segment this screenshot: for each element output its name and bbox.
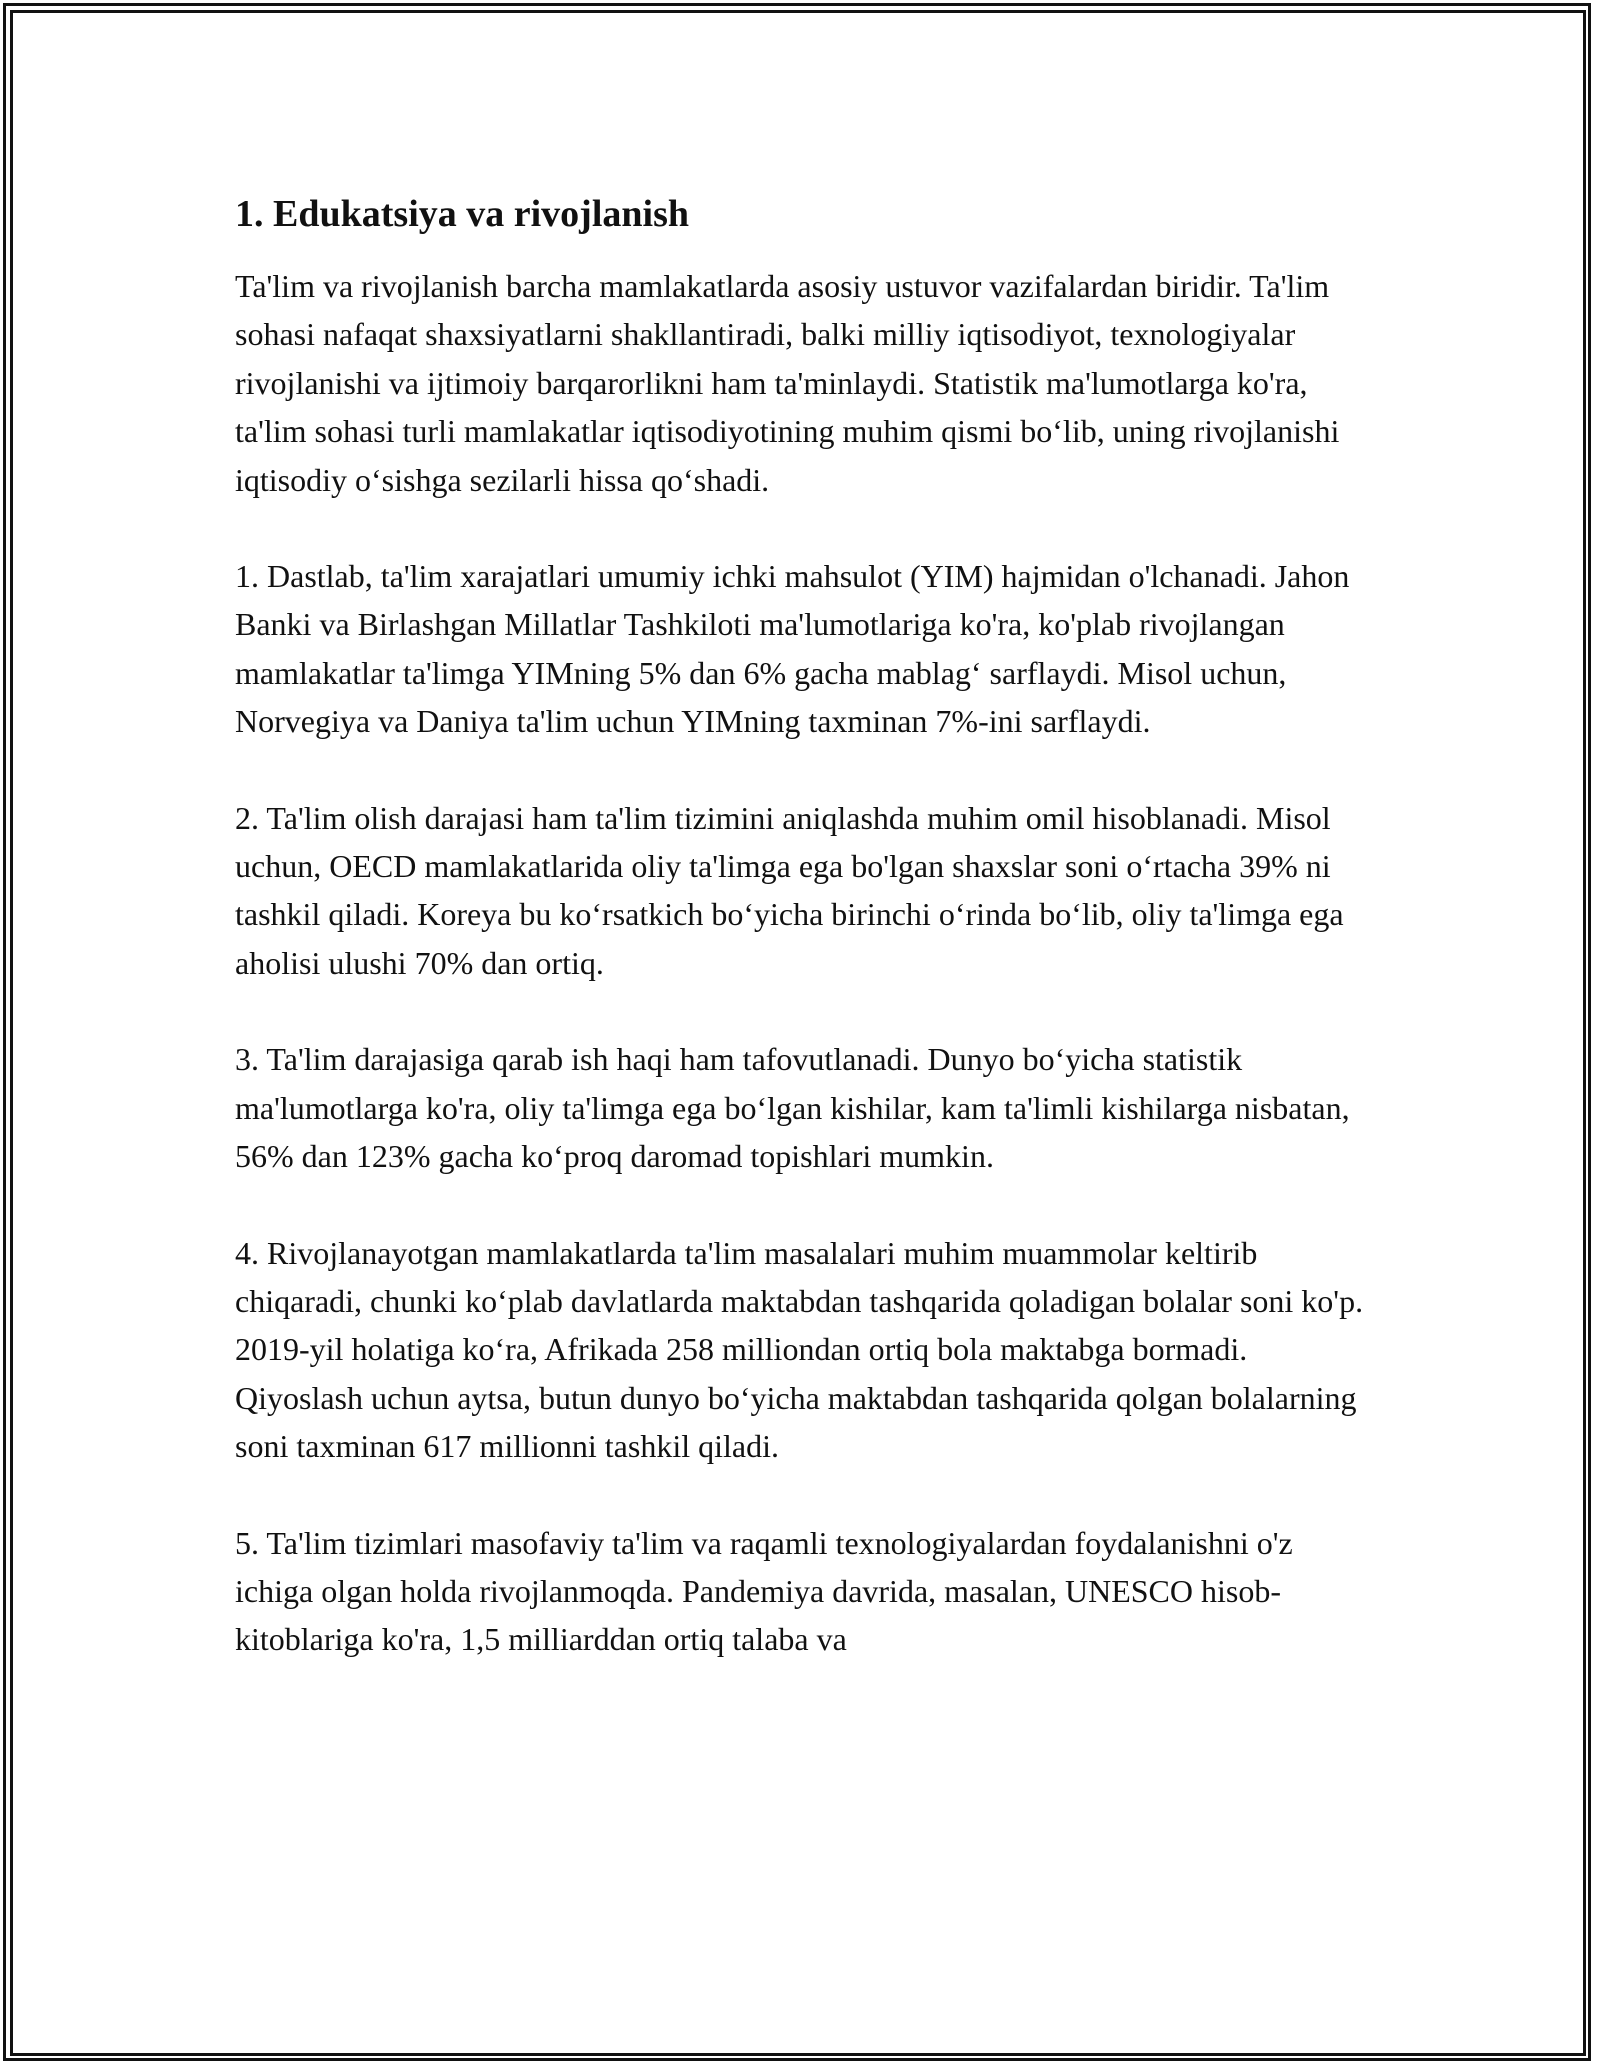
paragraph-5: 5. Ta'lim tizimlari masofaviy ta'lim va raqamli texnologiyalardan foydalanishni o'z ichiga olgan holda rivojlanmoqda. Pandemiya davrida, masalan, UNESCO hisob-kitoblariga ko'ra, 1,5 milliarddan ortiq talaba va [235,1524,1293,1658]
intro-paragraph: Ta'lim va rivojlanish barcha mamlakatlarda asosiy ustuvor vazifalardan biridir. Ta'lim sohasi nafaqat shaxsiyatlarni shakllantiradi, balki milliy iqtisodiyot, texnologiyalar rivojlanishi va ijtimoiy barqarorlikni ham ta'minlaydi. Statistik ma'lumotlarga ko'ra, ta'lim sohasi turli mamlakatlar iqtisodiyotining muhim qismi boʻlib, uning rivojlanishi iqtisodiy oʻsishga sezilarli hissa qoʻshadi. [235,268,1340,498]
paragraph-1: 1. Dastlab, ta'lim xarajatlari umumiy ichki mahsulot (YIM) hajmidan o'lchanadi. Jahon Banki va Birlashgan Millatlar Tashkiloti ma'lumotlariga ko'ra, ko'plab rivojlangan mamlakatlar ta'limga YIMning 5% dan 6% gacha mablagʻ sarflaydi. Misol uchun, Norvegiya va Daniya ta'lim uchun YIMning taxminan 7%-ini sarflaydi. [235,558,1350,740]
paragraph-4: 4. Rivojlanayotgan mamlakatlarda ta'lim masalalari muhim muammolar keltirib chiqaradi, chunki koʻplab davlatlarda maktabdan tashqarida qoladigan bolalar soni ko'p. 2019-yil holatiga koʻra, Afrikada 258 milliondan ortiq bola maktabga bormadi. Qiyoslash uchun aytsa, butun dunyo boʻyicha maktabdan tashqarida qolgan bolalarning soni taxminan 617 millionni tashkil qiladi. [235,1234,1364,1465]
paragraph-2: 2. Ta'lim olish darajasi ham ta'lim tizimini aniqlashda muhim omil hisoblanadi. Misol uchun, OECD mamlakatlarida oliy ta'limga ega bo'lgan shaxslar soni oʻrtacha 39% ni tashkil qiladi. Koreya bu koʻrsatkich boʻyicha birinchi oʻrinda boʻlib, oliy ta'limga ega aholisi ulushi 70% dan ortiq. [235,799,1344,981]
section-heading: 1. Edukatsiya va rivojlanish [235,193,689,235]
document-body [235,188,1370,1712]
paragraph-3: 3. Ta'lim darajasiga qarab ish haqi ham tafovutlanadi. Dunyo boʻyicha statistik ma'lumotlarga ko'ra, oliy ta'limga ega boʻlgan kishilar, kam ta'limli kishilarga nisbatan, 56% dan 123% gacha koʻproq daromad topishlari mumkin. [235,1041,1350,1175]
